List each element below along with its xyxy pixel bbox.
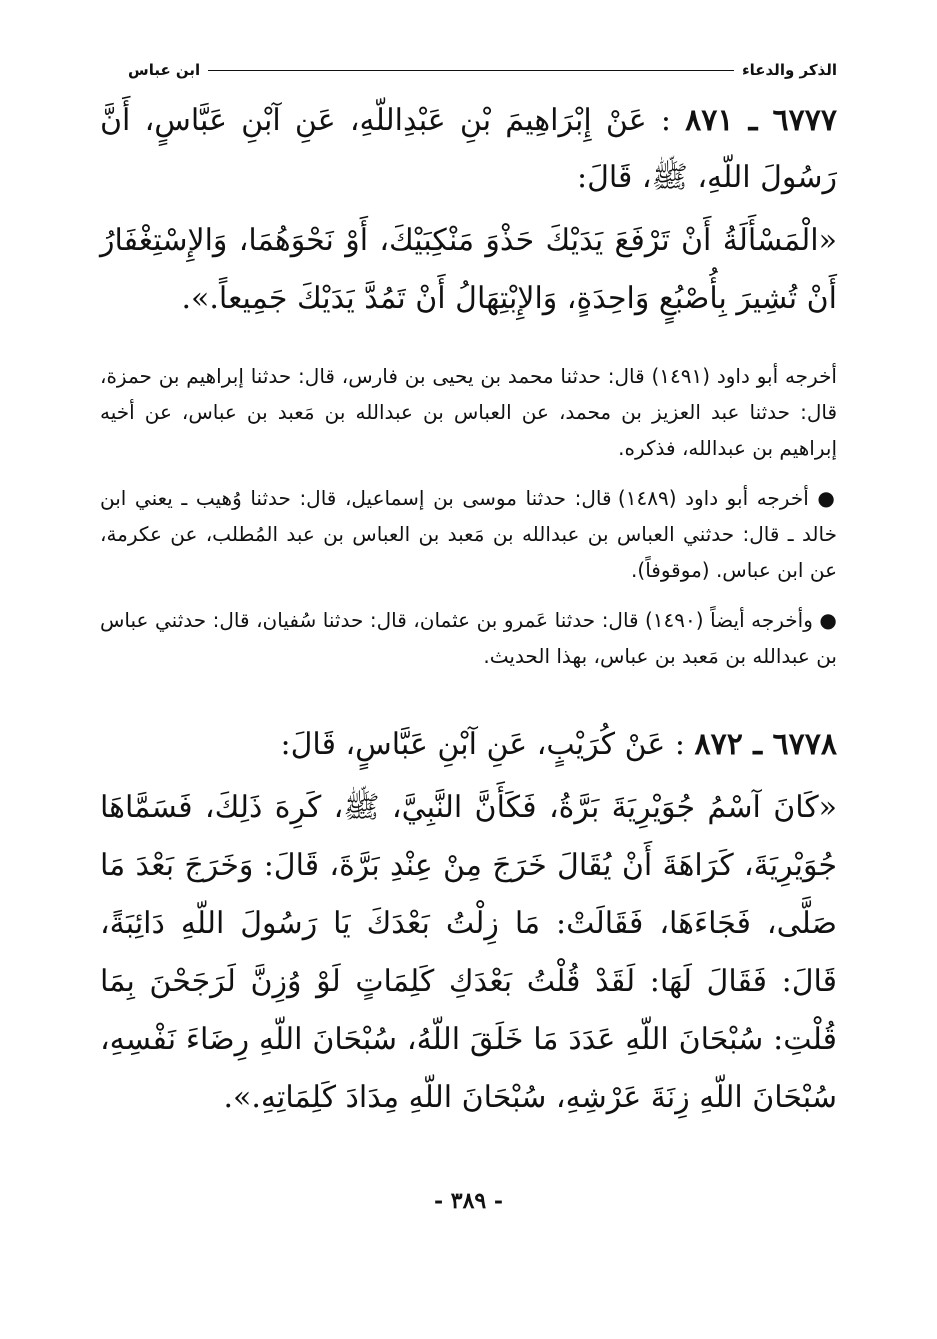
hadith-heading [100,92,837,206]
hadith-number: ٦٧٧٨ ـ ٨٧٢ [694,727,837,762]
hadith-number: ٦٧٧٧ ـ ٨٧١ [685,103,837,138]
header-rule [208,70,734,71]
hadith-heading [100,716,837,773]
hadith-text: «كَانَ آسْمُ جُوَيْرِيَةَ بَرَّةُ، فَكَأَنَّ النَّبِيَّ، ﷺ، كَرِهَ ذَلِكَ، فَسَمَّاهَا جُوَيْرِيَةَ، كَرَاهَةَ أَنْ يُقَالَ خَرَجَ مِنْ عِنْدِ بَرَّةَ، قَالَ: وَخَرَجَ بَعْدَ مَا صَلَّى، فَجَاءَهَا، فَقَالَتْ: مَا زِلْتُ بَعْدَكَ يَا رَسُولَ اللّهِ دَائِبَةً، قَالَ: فَقَالَ لَهَا: لَقَدْ قُلْتُ بَعْدَكِ كَلِمَاتٍ لَوْ وُزِنَّ لَرَجَحْنَ بِمَا قُلْتِ: سُبْحَانَ اللّهِ عَدَدَ مَا خَلَقَ اللّهُ، سُبْحَانَ اللّهِ رِضَاءَ نَفْسِهِ، سُبْحَانَ اللّهِ زِنَةَ عَرْشِهِ، سُبْحَانَ اللّهِ مِدَادَ كَلِمَاتِهِ.». [100,790,837,1115]
takhrij-paragraph: ● أخرجه أبو داود (١٤٨٩) قال: حدثنا موسى بن إسماعيل، قال: حدثنا وُهيب ـ يعني ابن خالد ـ قال: حدثني العباس بن عبدالله بن مَعبد بن العباس بن عبد المُطلب، عن عكرمة، عن ابن عباس. (موقوفاً). [100,486,837,582]
chapter-title: الذكر والدعاء [741,61,837,79]
page-number: - ٣٨٩ - [433,1188,504,1214]
running-header [128,56,837,84]
section-spacer [100,674,837,716]
hadith-isnad: : عَنْ كُرَيْبٍ، عَنِ آبْنِ عَبَّاسٍ، قَالَ: [280,727,685,762]
hadith-isnad: : عَنْ إِبْرَاهِيمَ بْنِ عَبْدِاللّهِ، عَنِ آبْنِ عَبَّاسٍ، أَنَّ رَسُولَ اللّهِ، ﷺ، قَالَ: [100,103,837,195]
page-content [100,92,837,1127]
narrator-title: ابن عباس [128,61,201,79]
hadith-text: «الْمَسْأَلَةُ أَنْ تَرْفَعَ يَدَيْكَ حَذْوَ مَنْكِبَيْكَ، أَوْ نَحْوَهُمَا، وَالإِسْتِغْفَارُ أَنْ تُشِيرَ بِأُصْبُعٍ وَاحِدَةٍ، وَالإِبْتِهَالُ أَنْ تَمُدَّ يَدَيْكَ جَمِيعاً.». [100,223,837,316]
takhrij-paragraph: ● وأخرجه أيضاً (١٤٩٠) قال: حدثنا عَمرو بن عثمان، قال: حدثنا سُفيان، قال: حدثني عباس بن عبدالله بن مَعبد بن عباس، بهذا الحديث. [100,608,837,668]
takhrij-paragraph: أخرجه أبو داود (١٤٩١) قال: حدثنا محمد بن يحيى بن فارس، قال: حدثنا إبراهيم بن حمزة، قال: حدثنا عبد العزيز بن محمد، عن العباس بن عبدالله بن مَعبد بن عباس، عن أخيه إبراهيم بن عبدالله، فذكره. [100,364,837,460]
